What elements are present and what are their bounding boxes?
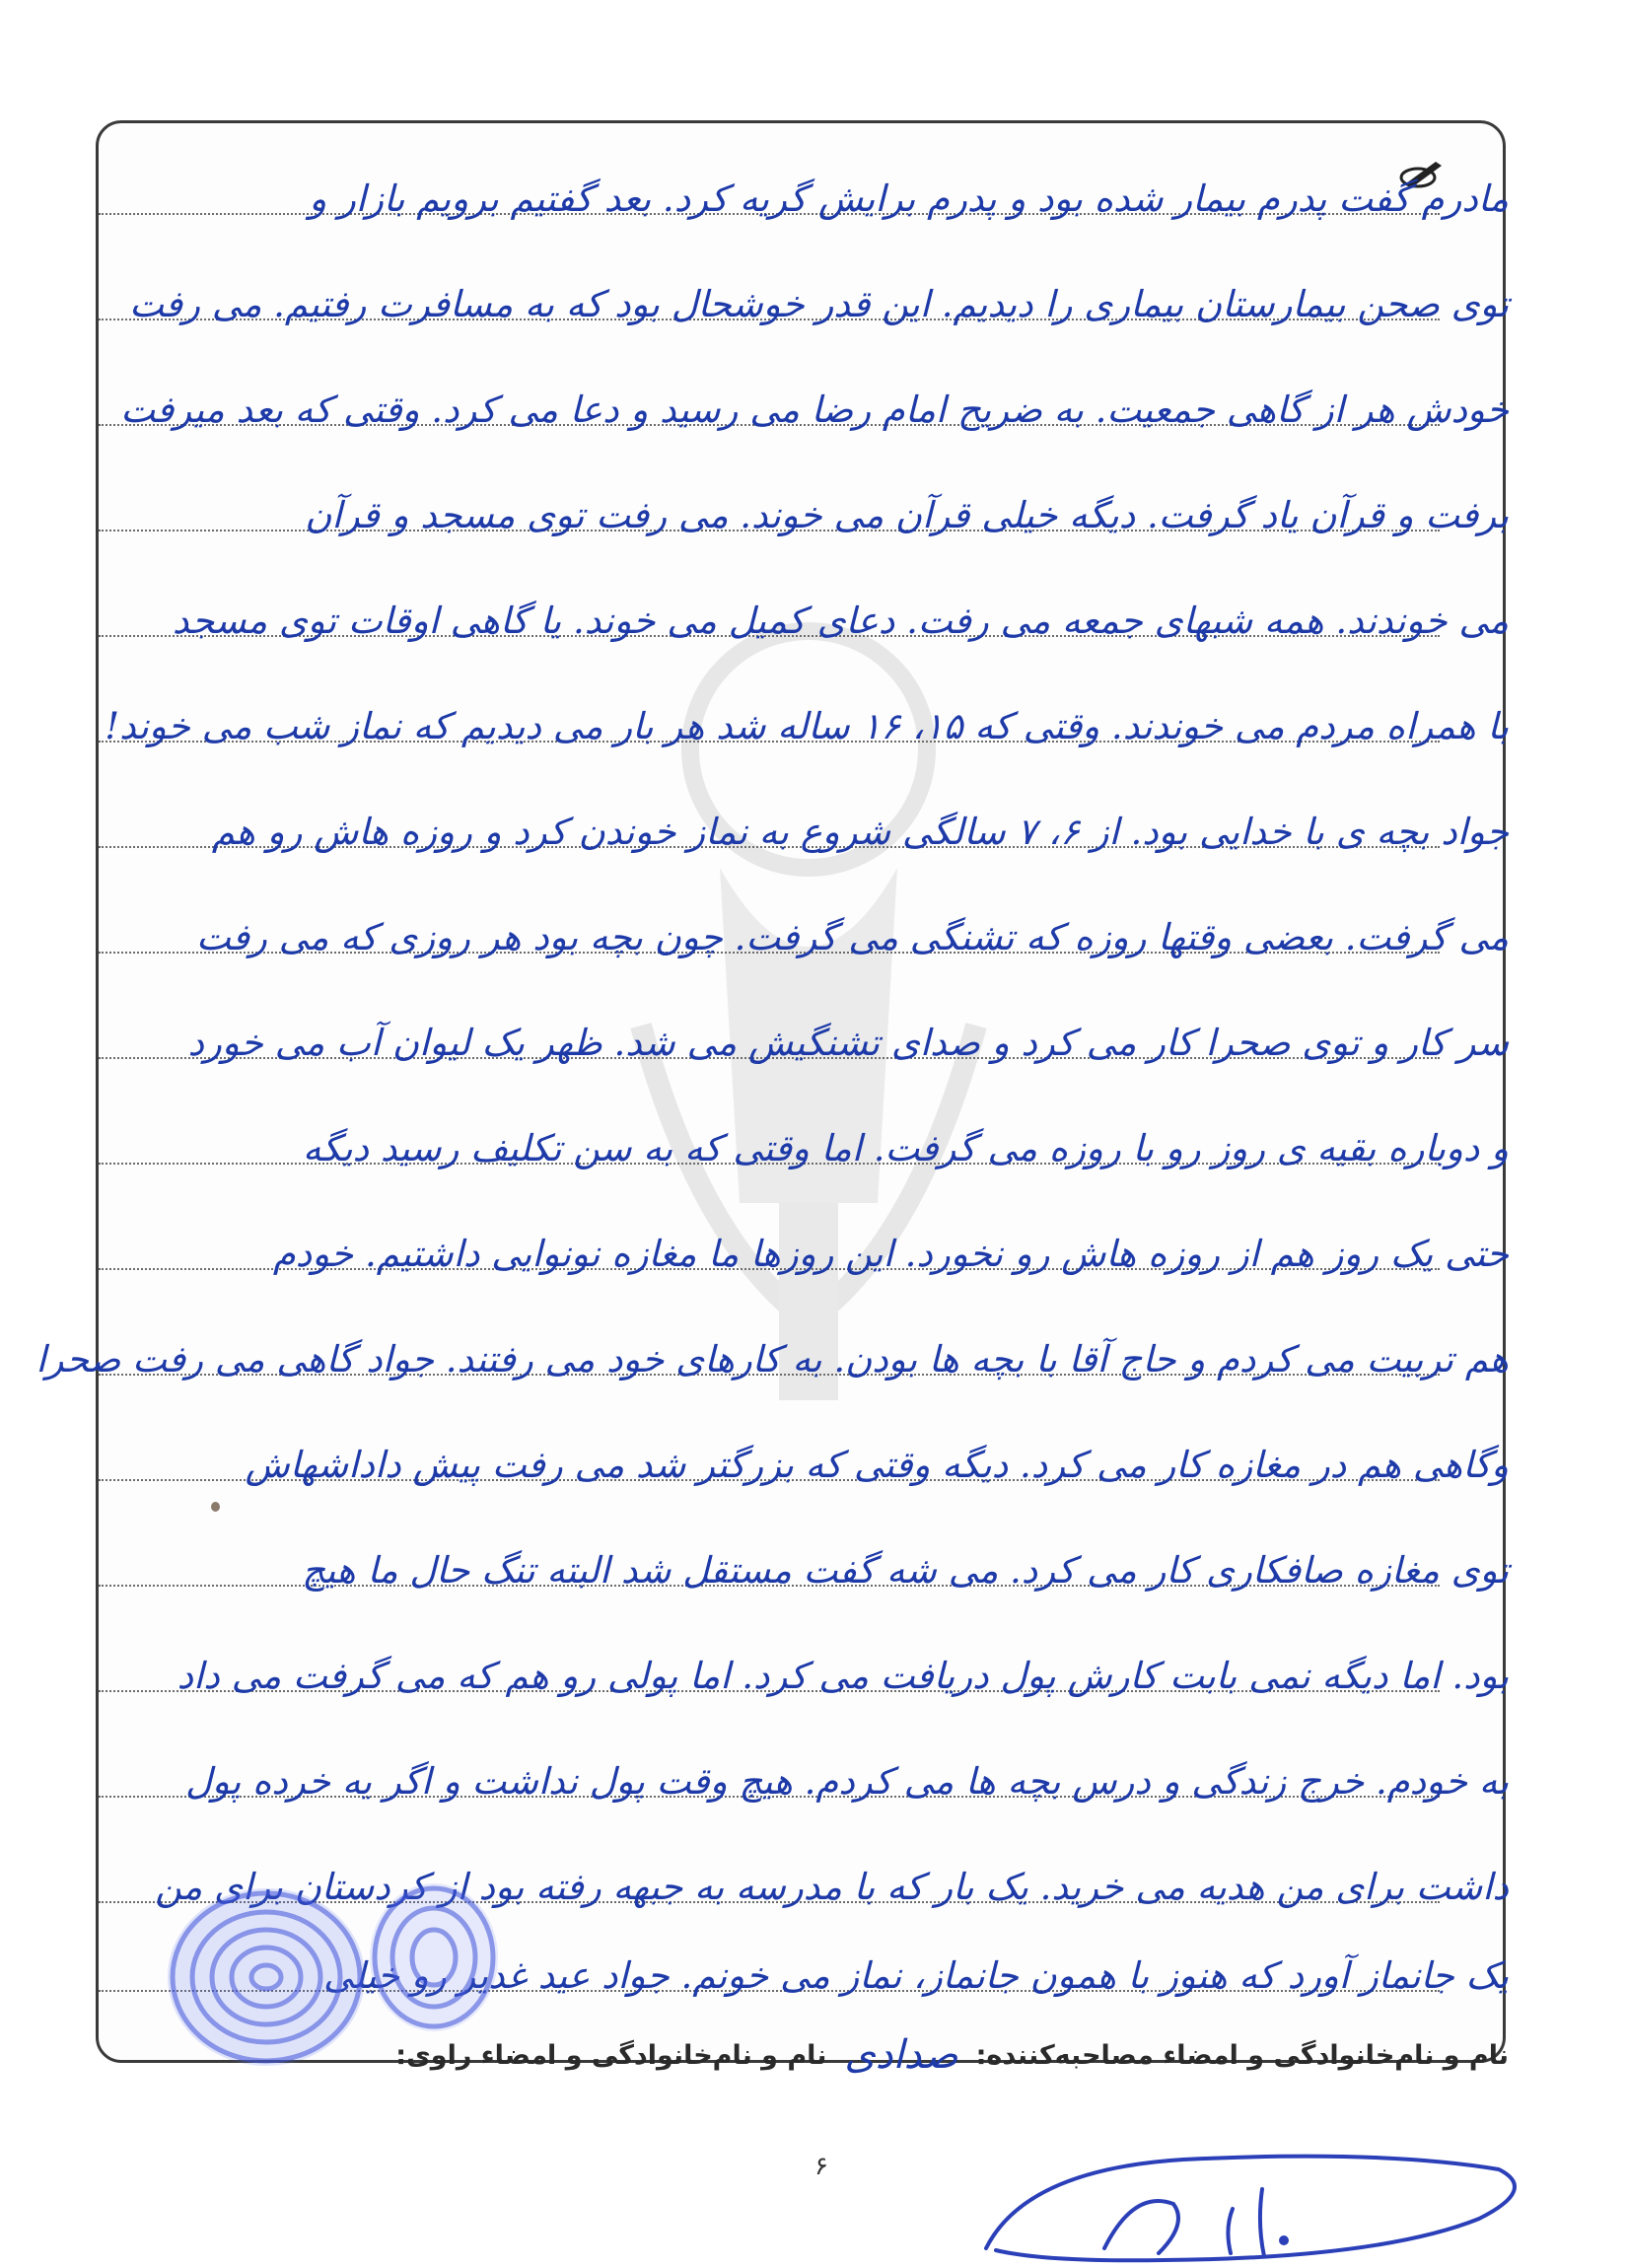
line-text: می خوندند. همه شبهای جمعه می رفت. دعای کمیل می خوند. یا گاهی اوقات توی مسجد [172, 600, 1509, 642]
handwritten-line [69, 472, 1509, 541]
line-text: حتی یک روز هم از روزه هاش رو نخورد. این روزها ما مغازه نونوایی داشتیم. خودم [272, 1233, 1509, 1275]
line-text: جواد بچه ی با خدایی بود. از ۶، ۷ سالگی شروع به نماز خوندن کرد و روزه هاش رو هم [211, 811, 1509, 853]
signature-footer [325, 2031, 1509, 2079]
line-text: و دوباره بقیه ی روز رو با روزه می گرفت. اما وقتی که به سن تکلیف رسید دیگه [303, 1127, 1509, 1169]
line-text: یک جانماز آورد که هنوز با همون جانماز، نماز می خونم. جواد عید غدیر رو خیلی [323, 1954, 1509, 1997]
interviewer-label: نام و نام‌خانوادگی و امضاء مصاحبه‌کننده: [975, 2039, 1509, 2071]
handwritten-line [69, 1738, 1509, 1807]
handwritten-line [69, 367, 1509, 436]
line-text: بود. اما دیگه نمی بابت کارش پول دریافت می کرد. اما پولی رو هم که می گرفت می داد [177, 1655, 1509, 1697]
handwritten-line [69, 1633, 1509, 1702]
handwritten-line [69, 894, 1509, 963]
handwritten-line [35, 1316, 1509, 1385]
line-text: می گرفت. بعضی وقتها روزه که تشنگی می گرفت. چون بچه بود هر روزی که می رفت [196, 916, 1509, 958]
interviewer-signature: صدادی [844, 2032, 958, 2078]
narrator-signature [966, 2130, 1538, 2268]
line-text: به خودم. خرج زندگی و درس بچه ها می کردم. هیچ وقت پول نداشت و اگر یه خرده پول [184, 1760, 1509, 1803]
handwritten-line [69, 683, 1509, 752]
handwritten-line [69, 578, 1509, 647]
handwritten-line [69, 1105, 1509, 1174]
handwritten-line [69, 1422, 1509, 1491]
line-text: برفت و قرآن یاد گرفت. دیگه خیلی قرآن می خوند. می رفت توی مسجد و قرآن [305, 494, 1509, 536]
line-text: توی صحن بیمارستان بیماری را دیدیم. این قدر خوشحال بود که به مسافرت رفتیم. می رفت [129, 283, 1509, 325]
handwritten-line [69, 1211, 1509, 1280]
ink-speck [211, 1502, 220, 1512]
page-number: ۶ [814, 2152, 828, 2181]
line-text: داشت برای من هدیه می خرید. یک بار که با مدرسه به جبهه رفته بود از کردستان برای من [155, 1866, 1509, 1908]
handwritten-line [69, 1000, 1509, 1069]
handwritten-line [69, 1527, 1509, 1596]
line-text: با همراه مردم می خوندند. وقتی که ۱۵، ۱۶ ساله شد هر بار می دیدیم که نماز شب می خوند! [105, 705, 1509, 747]
line-text: خودش هر از گاهی جمعیت. به ضریح امام رضا می رسید و دعا می کرد. وقتی که بعد میرفت [120, 389, 1509, 431]
line-text: توی مغازه صافکاری کار می کرد. می شه گفت مستقل شد البته تنگ حال ما هیچ [302, 1549, 1509, 1592]
handwritten-line [69, 156, 1509, 225]
handwritten-line [69, 261, 1509, 330]
line-text: وگاهی هم در مغازه کار می کرد. دیگه وقتی که بزرگتر شد می رفت پیش داداشهاش [245, 1444, 1509, 1486]
line-text: سر کار و توی صحرا کار می کرد و صدای تشنگیش می شد. ظهر یک لیوان آب می خورد [187, 1022, 1509, 1064]
handwritten-line [69, 789, 1509, 858]
narrator-label: نام و نام‌خانوادگی و امضاء راوی: [395, 2039, 827, 2071]
line-text: هم تربیت می کردم و حاج آقا با بچه ها بودن. به کارهای خود می رفتند. جواد گاهی می رفت صحرا [35, 1338, 1509, 1381]
line-text: مادرم گفت پدرم بیمار شده بود و پدرم برایش گریه کرد. بعد گفتیم برویم بازار و [309, 177, 1509, 220]
